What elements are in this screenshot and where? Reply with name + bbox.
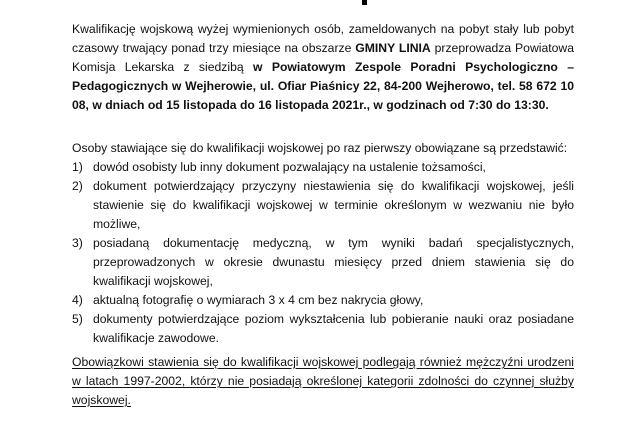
intro-text-1: Kwalifikację wojskową wyżej wymienionych osób, zameldowanych na pobyt stały lub pobyt czasowy trwający ponad trzy miesiące na obszarze bbox=[72, 22, 574, 55]
cropped-heading-fragment bbox=[354, 0, 374, 5]
list-item bbox=[72, 158, 574, 177]
requirements-heading: Osoby stawiające się do kwalifikacji wojskowej po raz pierwszy obowiązane są przedstawić: bbox=[72, 141, 568, 155]
list-item-text: dokument potwierdzający przyczyny niestawienia się do kwalifikacji wojskowej, jeśli stawienie się do kwalifikacji wojskowej w terminie określonym w wezwaniu nie było możliwe, bbox=[93, 179, 574, 231]
commission-location: w Powiatowym Zespole Poradni Psychologiczno – Pedagogicznych w Wejherowie, ul. Ofiar Piaśnicy 22, 84-200 Wejherowo, tel. 58 672 10 08, w dniach od 15 listopada do 16 listopada 2021r., w godzinach od 7:30 do 13:30. bbox=[72, 60, 575, 112]
list-item-text: dokumenty potwierdzające poziom wykształcenia lub pobieranie nauki oraz posiadane kwalifikacje zawodowe. bbox=[93, 312, 574, 345]
intro-paragraph bbox=[72, 20, 574, 115]
list-item-number: 5) bbox=[72, 312, 83, 326]
list-item bbox=[72, 234, 574, 291]
list-item-number: 2) bbox=[72, 179, 83, 193]
list-item-text: dowód osobisty lub inny dokument pozwalający na ustalenie tożsamości, bbox=[93, 160, 486, 174]
list-item-text: aktualną fotografię o wymiarach 3 x 4 cm bez nakrycia głowy, bbox=[93, 293, 424, 307]
requirements-list bbox=[72, 158, 574, 348]
list-item-text: posiadaną dokumentację medyczną, w tym wyniki badań specjalistycznych, przeprowadzonych w okresie dwunastu miesięcy przed dniem stawienia się do kwalifikacji wojskowej, bbox=[93, 236, 574, 288]
list-item-number: 1) bbox=[72, 160, 83, 174]
list-item bbox=[72, 310, 574, 348]
obligation-notice: Obowiązkowi stawienia się do kwalifikacji wojskowej podlegają również mężczyźni urodzeni w latach 1997-2002, którzy nie posiadają określonej kategorii zdolności do czynnej służby wojskowej. bbox=[72, 355, 574, 407]
gmina-name: GMINY LINIA bbox=[355, 41, 431, 55]
list-item bbox=[72, 177, 574, 234]
list-item bbox=[72, 291, 574, 310]
list-item-number: 3) bbox=[72, 236, 83, 250]
intro-text-2: przeprowadza Powiatowa Komisja Lekarska z siedzibą bbox=[72, 41, 574, 74]
list-item-number: 4) bbox=[72, 293, 83, 307]
requirements-section bbox=[72, 139, 574, 348]
